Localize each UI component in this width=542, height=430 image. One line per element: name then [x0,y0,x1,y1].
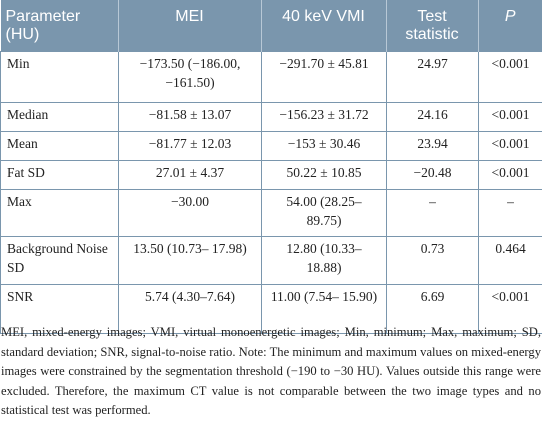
cell-test-statistic: 6.69 [387,285,479,334]
cell-parameter: Max [1,190,119,237]
cell-p-value: <0.001 [479,132,542,161]
cell-test-statistic: 23.94 [387,132,479,161]
cell-parameter: Median [1,103,119,132]
cell-p-value: <0.001 [479,52,542,103]
table-row [1,237,542,285]
table-row [1,103,542,132]
table-row [1,161,542,190]
cell-vmi: 12.80 (10.33– 18.88) [262,237,387,285]
cell-mei: 27.01 ± 4.37 [119,161,262,190]
cell-vmi: −156.23 ± 31.72 [262,103,387,132]
table-body [1,52,542,334]
header-row [1,0,542,52]
cell-vmi: 11.00 (7.54– 15.90) [262,285,387,334]
header-test-statistic: Test statistic [387,0,479,52]
header-p-value: P [479,0,542,52]
table-footnote: MEI, mixed-energy images; VMI, virtual monoenergetic images; Min, minimum; Max, maximum; SD, standard deviation; SNR, signal-to-noise ratio. Note: The minimum and maximum values on mixed-energy images were constrained by the segmentation threshold (−190 to −30 HU). Values outside this range were excluded. Therefore, the maximum CT value is not comparable between the two image types and no statistical test was performed. [1,325,541,417]
cell-p-value: <0.001 [479,161,542,190]
table-row [1,190,542,237]
cell-p-value: 0.464 [479,237,542,285]
cell-vmi: −291.70 ± 45.81 [262,52,387,103]
cell-parameter: Background Noise SD [1,237,119,285]
cell-parameter: Mean [1,132,119,161]
cell-p-value: – [479,190,542,237]
cell-mei: 5.74 (4.30–7.64) [119,285,262,334]
cell-p-value: <0.001 [479,285,542,334]
table-row [1,52,542,103]
cell-test-statistic: 24.16 [387,103,479,132]
cell-test-statistic: −20.48 [387,161,479,190]
header-40kev-vmi: 40 keV VMI [262,0,387,52]
cell-mei: −30.00 [119,190,262,237]
cell-test-statistic: 24.97 [387,52,479,103]
cell-parameter: SNR [1,285,119,334]
cell-parameter: Min [1,52,119,103]
table-header [1,0,542,52]
cell-vmi: −153 ± 30.46 [262,132,387,161]
cell-test-statistic: 0.73 [387,237,479,285]
header-parameter: Parameter (HU) [1,0,119,52]
cell-p-value: <0.001 [479,103,542,132]
cell-mei: −81.58 ± 13.07 [119,103,262,132]
cell-mei: 13.50 (10.73– 17.98) [119,237,262,285]
cell-test-statistic: – [387,190,479,237]
cell-mei: −173.50 (−186.00, −161.50) [119,52,262,103]
header-mei: MEI [119,0,262,52]
cell-parameter: Fat SD [1,161,119,190]
table-row [1,132,542,161]
cell-mei: −81.77 ± 12.03 [119,132,262,161]
cell-vmi: 54.00 (28.25– 89.75) [262,190,387,237]
cell-vmi: 50.22 ± 10.85 [262,161,387,190]
